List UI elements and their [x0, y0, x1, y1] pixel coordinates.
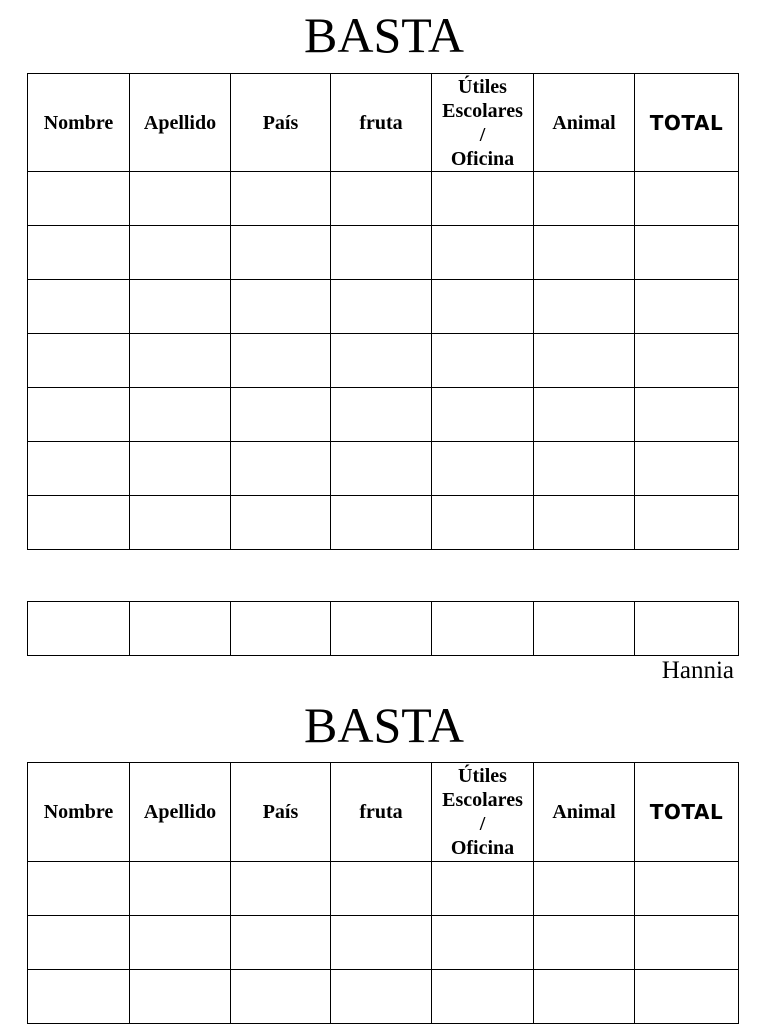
basta-table	[27, 762, 739, 1024]
table-cell[interactable]	[28, 280, 130, 334]
column-header-pais: País	[231, 74, 331, 172]
table-cell[interactable]	[534, 442, 635, 496]
column-header-total: TOTAL	[635, 74, 739, 172]
table-cell[interactable]	[635, 334, 739, 388]
table-cell[interactable]	[28, 862, 130, 916]
table-cell[interactable]	[331, 334, 432, 388]
table-cell[interactable]	[635, 226, 739, 280]
table-cell[interactable]	[534, 226, 635, 280]
table-cell[interactable]	[28, 970, 130, 1024]
table-cell[interactable]	[231, 862, 331, 916]
utiles-line: Oficina	[450, 837, 515, 859]
table-cell[interactable]	[635, 442, 739, 496]
table-cell[interactable]	[130, 226, 231, 280]
author-signature: Hannia	[661, 657, 734, 684]
table-cell[interactable]	[432, 334, 534, 388]
table-cell[interactable]	[130, 334, 231, 388]
table-cell[interactable]	[534, 862, 635, 916]
table-cell[interactable]	[130, 172, 231, 226]
table-cell[interactable]	[231, 280, 331, 334]
table-cell[interactable]	[231, 602, 331, 656]
table-cell[interactable]	[534, 280, 635, 334]
table-cell[interactable]	[432, 970, 534, 1024]
table-cell[interactable]	[534, 916, 635, 970]
table-row	[28, 334, 739, 388]
table-cell[interactable]	[534, 388, 635, 442]
utiles-line: Útiles	[458, 75, 507, 98]
table-cell[interactable]	[432, 496, 534, 550]
utiles-line: Escolares	[442, 789, 523, 811]
utiles-line: /	[479, 123, 486, 146]
column-header-nombre: Nombre	[28, 74, 130, 172]
column-header-fruta: fruta	[331, 763, 432, 862]
table-row	[28, 970, 739, 1024]
column-header-total: TOTAL	[635, 763, 739, 862]
table-cell[interactable]	[130, 970, 231, 1024]
table-cell[interactable]	[231, 172, 331, 226]
table-cell[interactable]	[534, 496, 635, 550]
table-cell[interactable]	[432, 602, 534, 656]
table-cell[interactable]	[635, 602, 739, 656]
table-cell[interactable]	[635, 916, 739, 970]
table-row	[28, 442, 739, 496]
column-header-utiles	[432, 74, 534, 172]
table-cell[interactable]	[635, 496, 739, 550]
table-row	[28, 602, 739, 656]
table-cell[interactable]	[231, 916, 331, 970]
table-row	[28, 862, 739, 916]
table-cell[interactable]	[432, 916, 534, 970]
table-cell[interactable]	[231, 442, 331, 496]
table-cell[interactable]	[28, 916, 130, 970]
table-row	[28, 388, 739, 442]
column-header-apellido: Apellido	[130, 74, 231, 172]
table-cell[interactable]	[635, 172, 739, 226]
utiles-line: Oficina	[450, 147, 515, 170]
table-row	[28, 172, 739, 226]
table-cell[interactable]	[534, 172, 635, 226]
table-cell[interactable]	[432, 388, 534, 442]
column-header-fruta: fruta	[331, 74, 432, 172]
table-cell[interactable]	[28, 442, 130, 496]
table-cell[interactable]	[331, 862, 432, 916]
table-cell[interactable]	[635, 970, 739, 1024]
table-cell[interactable]	[130, 602, 231, 656]
table-cell[interactable]	[331, 172, 432, 226]
basta-table	[27, 73, 739, 550]
table-cell[interactable]	[130, 388, 231, 442]
table-cell[interactable]	[231, 388, 331, 442]
table-cell[interactable]	[331, 602, 432, 656]
table-cell[interactable]	[331, 916, 432, 970]
column-header-apellido: Apellido	[130, 763, 231, 862]
table-cell[interactable]	[331, 970, 432, 1024]
table-cell[interactable]	[432, 280, 534, 334]
column-header-animal: Animal	[534, 74, 635, 172]
header-row	[28, 74, 739, 172]
table-cell[interactable]	[432, 226, 534, 280]
table-cell[interactable]	[331, 388, 432, 442]
table-row	[28, 496, 739, 550]
utiles-line: /	[479, 813, 486, 835]
table-cell[interactable]	[635, 388, 739, 442]
column-header-pais: País	[231, 763, 331, 862]
table-cell[interactable]	[130, 916, 231, 970]
table-cell[interactable]	[231, 226, 331, 280]
table-cell[interactable]	[331, 280, 432, 334]
table-cell[interactable]	[130, 442, 231, 496]
utiles-line: Útiles	[458, 765, 507, 787]
table-cell[interactable]	[331, 496, 432, 550]
totals-table	[27, 601, 739, 656]
table-cell[interactable]	[130, 280, 231, 334]
table-cell[interactable]	[534, 334, 635, 388]
page-title: BASTA	[304, 7, 464, 63]
table-row	[28, 226, 739, 280]
table-cell[interactable]	[130, 862, 231, 916]
utiles-line: Escolares	[442, 99, 523, 122]
table-cell[interactable]	[635, 280, 739, 334]
table-cell[interactable]	[534, 970, 635, 1024]
table-cell[interactable]	[432, 442, 534, 496]
page-title: BASTA	[304, 697, 464, 753]
column-header-utiles	[432, 763, 534, 862]
table-cell[interactable]	[231, 970, 331, 1024]
table-cell[interactable]	[28, 602, 130, 656]
table-cell[interactable]	[432, 172, 534, 226]
table-row	[28, 280, 739, 334]
table-cell[interactable]	[432, 862, 534, 916]
column-header-nombre: Nombre	[28, 763, 130, 862]
table-cell[interactable]	[130, 496, 231, 550]
table-cell[interactable]	[28, 388, 130, 442]
table-cell[interactable]	[534, 602, 635, 656]
column-header-animal: Animal	[534, 763, 635, 862]
table-row	[28, 916, 739, 970]
table-cell[interactable]	[28, 226, 130, 280]
header-row	[28, 763, 739, 862]
table-cell[interactable]	[28, 334, 130, 388]
table-cell[interactable]	[231, 334, 331, 388]
table-cell[interactable]	[28, 172, 130, 226]
table-cell[interactable]	[28, 496, 130, 550]
table-cell[interactable]	[231, 496, 331, 550]
table-cell[interactable]	[331, 442, 432, 496]
table-cell[interactable]	[635, 862, 739, 916]
table-cell[interactable]	[331, 226, 432, 280]
